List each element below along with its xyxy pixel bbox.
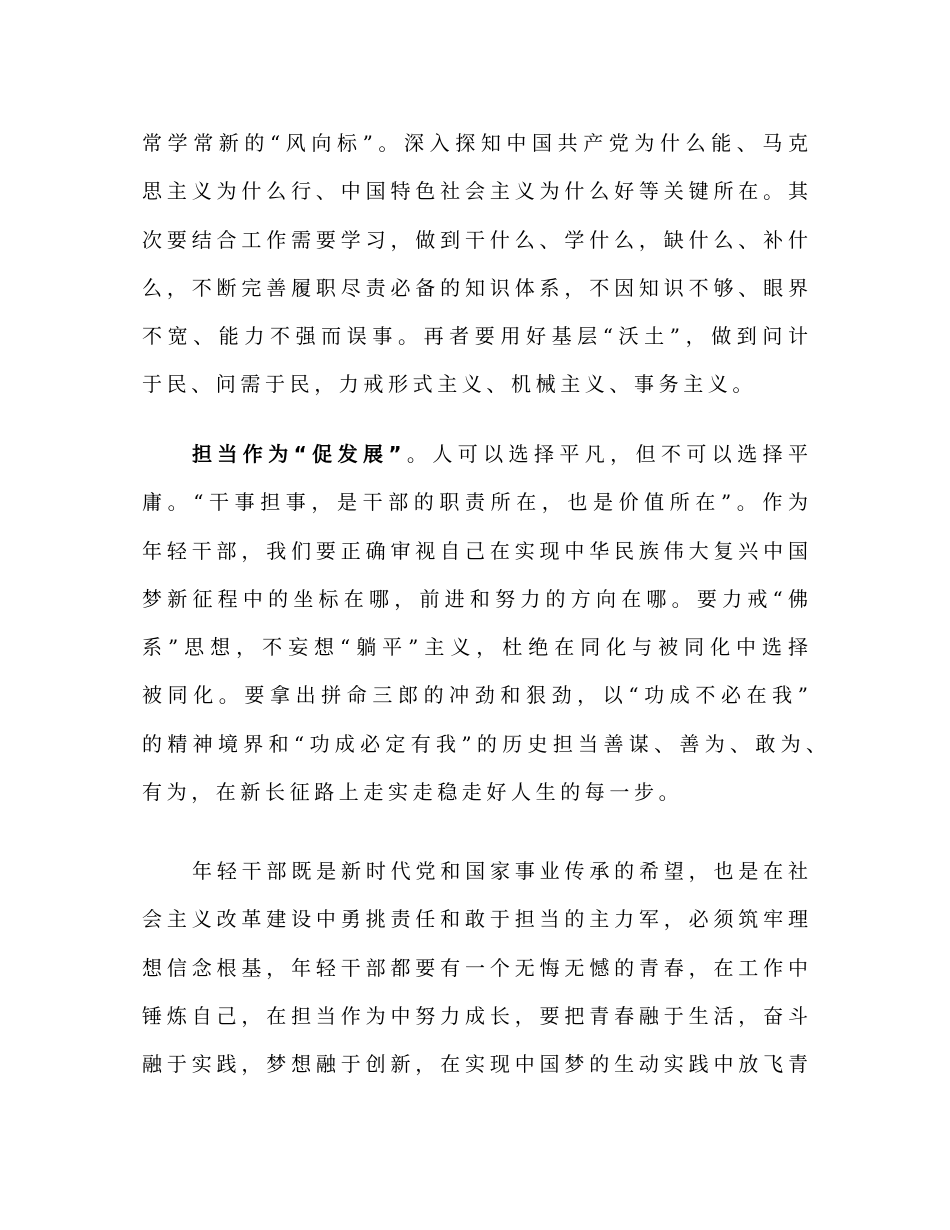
paragraph-1 <box>142 119 808 409</box>
text-line: 于民、问需于民，力戒形式主义、机械主义、事务主义。 <box>142 372 757 397</box>
text-line: 被同化。要拿出拼命三郎的冲劲和狠劲，以“功成不必在我” <box>142 683 808 708</box>
text-line: 想信念根基，年轻干部都要有一个无悔无憾的青春，在工作中 <box>142 955 808 980</box>
paragraph-2 <box>142 430 826 816</box>
text-line: 梦新征程中的坐标在哪，前进和努力的方向在哪。要力戒“佛 <box>142 586 808 611</box>
text-line: 融于实践，梦想融于创新，在实现中国梦的生动实践中放飞青 <box>142 1052 808 1077</box>
text-line: 思主义为什么行、中国特色社会主义为什么好等关键所在。其 <box>142 179 808 204</box>
text-line <box>192 430 808 478</box>
text-line: 的精神境界和“功成必定有我”的历史担当善谋、善为、敢为、 <box>142 731 826 756</box>
text-line: 有为，在新长征路上走实走稳走好人生的每一步。 <box>142 780 684 805</box>
text-line: 锤炼自己，在担当作为中努力成长，要把青春融于生活，奋斗 <box>142 1003 808 1028</box>
paragraph-heading: 担当作为“促发展” <box>192 442 402 466</box>
text-line: 年轻干部，我们要正确审视自己在实现中华民族伟大复兴中国 <box>142 538 808 563</box>
text-line: 常学常新的“风向标”。深入探知中国共产党为什么能、马克 <box>142 131 808 155</box>
text-line: 庸。“干事担事，是干部的职责所在，也是价值所在”。作为 <box>142 490 808 515</box>
text-line: 年轻干部既是新时代党和国家事业传承的希望，也是在社 <box>192 859 808 883</box>
text-line-rest: 。人可以选择平凡，但不可以选择平 <box>401 442 808 466</box>
text-line: 不宽、能力不强而误事。再者要用好基层“沃土”，做到问计 <box>142 324 808 349</box>
text-line: 系”思想，不妄想“躺平”主义，杜绝在同化与被同化中选择 <box>142 635 808 660</box>
text-line: 会主义改革建设中勇挑责任和敢于担当的主力军，必须筑牢理 <box>142 907 808 932</box>
text-line: 次要结合工作需要学习，做到干什么、学什么，缺什么、补什 <box>142 227 808 252</box>
paragraph-3 <box>142 847 808 1088</box>
text-line: 么，不断完善履职尽责必备的知识体系，不因知识不够、眼界 <box>142 275 808 300</box>
